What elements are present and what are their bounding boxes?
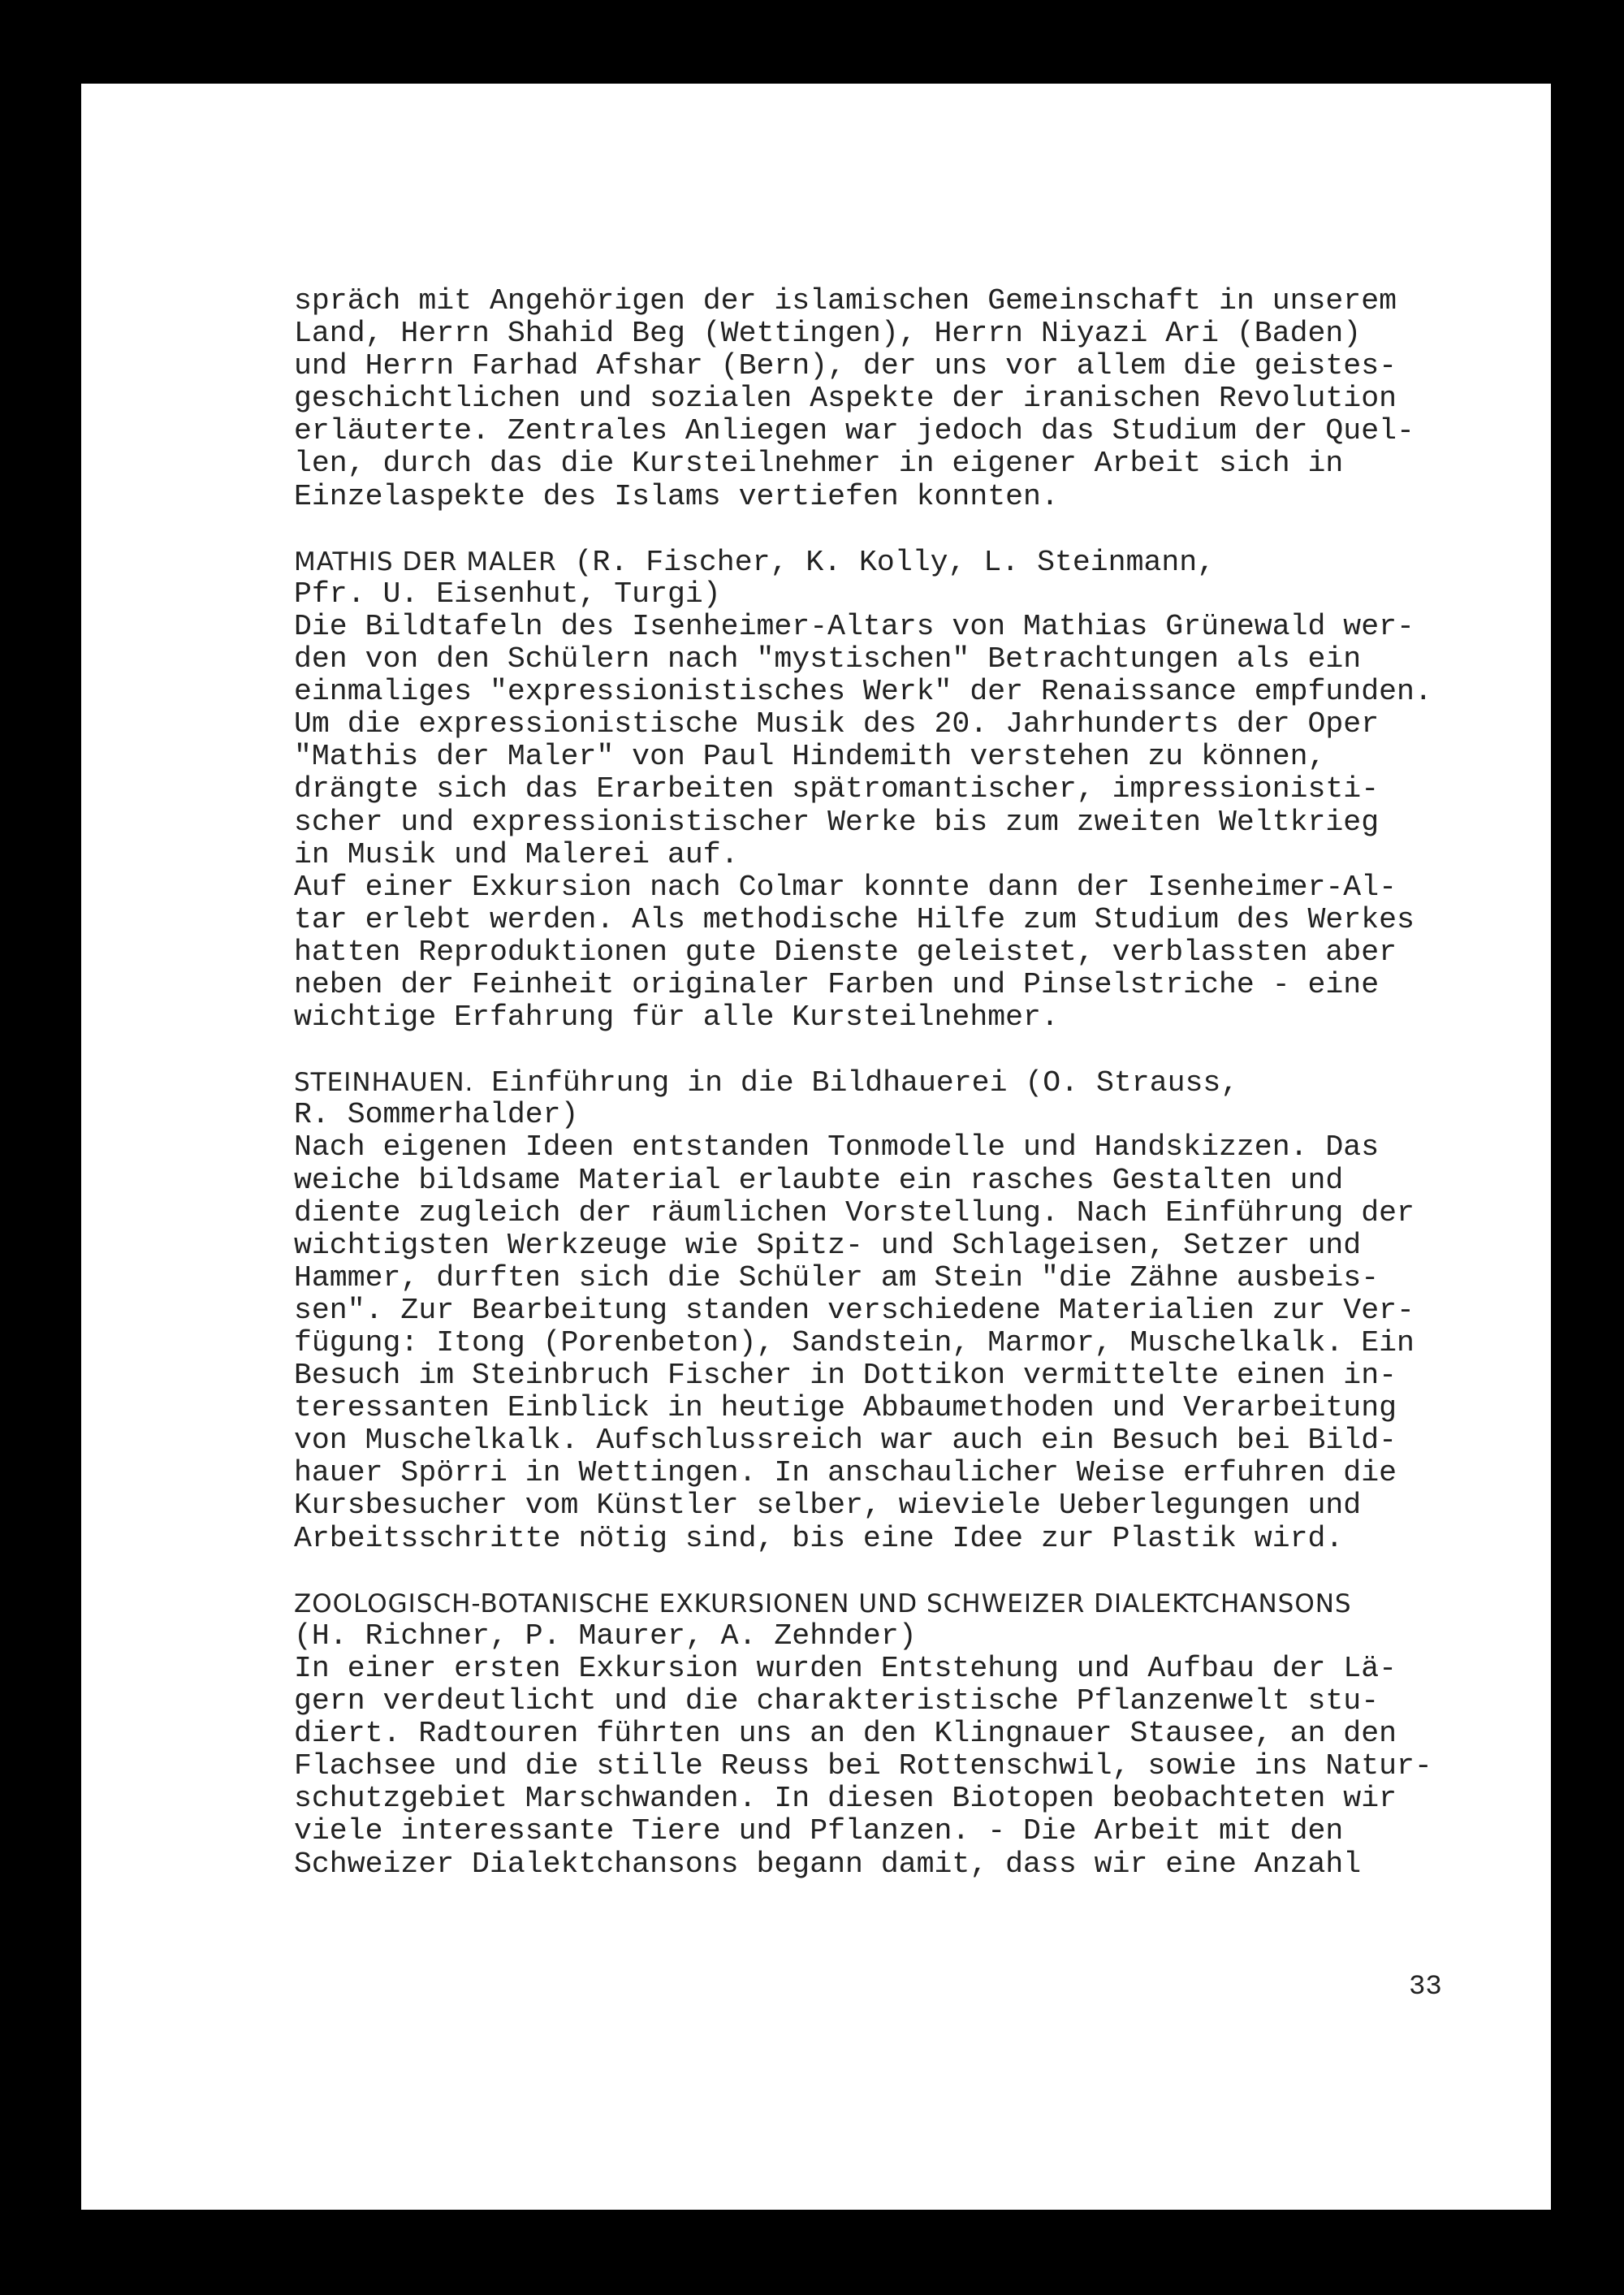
text-line: einmaliges "expressionistisches Werk" der Renaissance empfunden.	[294, 675, 1432, 709]
text-line: teressanten Einblick in heutige Abbaumethoden und Verarbeitung	[294, 1391, 1397, 1425]
document-page	[81, 84, 1551, 2210]
text-line: den von den Schülern nach "mystischen" Betrachtungen als ein	[294, 642, 1362, 676]
text-line: (H. Richner, P. Maurer, A. Zehnder)	[294, 1619, 917, 1653]
text-line: Land, Herrn Shahid Beg (Wettingen), Herrn Niyazi Ari (Baden)	[294, 317, 1362, 351]
text-line: R. Sommerhalder)	[294, 1098, 579, 1132]
text-line: hauer Spörri in Wettingen. In anschaulicher Weise erfuhren die	[294, 1456, 1397, 1490]
section-mathis	[294, 546, 1553, 1034]
text-line: Einzelaspekte des Islams vertiefen konnten.	[294, 479, 1059, 513]
section-heading: ZOOLOGISCH-BOTANISCHE EXKURSIONEN UND SCHWEIZER DIALEKTCHANSONS	[294, 1588, 1352, 1619]
text-line: drängte sich das Erarbeiten spätromantischer, impressionisti-	[294, 772, 1380, 806]
section-heading: STEINHAUEN.	[294, 1068, 474, 1098]
text-line: von Muschelkalk. Aufschlussreich war auch ein Besuch bei Bild-	[294, 1424, 1397, 1458]
text-line: Um die expressionistische Musik des 20. Jahrhunderts der Oper	[294, 707, 1380, 741]
text-line: In einer ersten Exkursion wurden Entstehung und Aufbau der Lä-	[294, 1651, 1397, 1685]
text-line: tar erlebt werden. Als methodische Hilfe zum Studium des Werkes	[294, 902, 1415, 936]
section-steinhauen	[294, 1066, 1553, 1554]
text-line: fügung: Itong (Porenbeton), Sandstein, Marmor, Muschelkalk. Ein	[294, 1326, 1415, 1359]
text-line: wichtige Erfahrung für alle Kursteilnehmer.	[294, 1001, 1059, 1035]
text-line: und Herrn Farhad Afshar (Bern), der uns vor allem die geistes-	[294, 349, 1397, 383]
text-line: Die Bildtafeln des Isenheimer-Altars von Mathias Grünewald wer-	[294, 609, 1415, 643]
text-line: scher und expressionistischer Werke bis zum zweiten Weltkrieg	[294, 805, 1380, 839]
text-line: Arbeitsschritte nötig sind, bis eine Idee zur Plastik wird.	[294, 1521, 1344, 1555]
intro-paragraph	[294, 285, 1553, 513]
section-title-line	[294, 1588, 1553, 1620]
text-line: Kursbesucher vom Künstler selber, wieviele Ueberlegungen und	[294, 1489, 1362, 1523]
text-line: Schweizer Dialektchansons begann damit, dass wir eine Anzahl	[294, 1847, 1362, 1881]
text-line: Auf einer Exkursion nach Colmar konnte dann der Isenheimer-Al-	[294, 870, 1397, 904]
text-line: Flachsee und die stille Reuss bei Rottenschwil, sowie ins Natur-	[294, 1749, 1432, 1783]
text-line: geschichtlichen und sozialen Aspekte der iranischen Revolution	[294, 382, 1397, 416]
page-number: 33	[1409, 1972, 1442, 2003]
section-credits: (R. Fischer, K. Kolly, L. Steinmann,	[556, 545, 1216, 579]
text-line: diert. Radtouren führten uns an den Klingnauer Stausee, an den	[294, 1717, 1397, 1751]
text-line: erläuterte. Zentrales Anliegen war jedoch das Studium der Quel-	[294, 414, 1415, 448]
text-line: "Mathis der Maler" von Paul Hindemith verstehen zu können,	[294, 740, 1326, 774]
text-body	[294, 285, 1553, 1881]
text-line: schutzgebiet Marschwanden. In diesen Biotopen beobachteten wir	[294, 1782, 1397, 1816]
text-line: diente zugleich der räumlichen Vorstellung. Nach Einführung der	[294, 1195, 1415, 1230]
text-line: Pfr. U. Eisenhut, Turgi)	[294, 577, 721, 611]
text-line: wichtigsten Werkzeuge wie Spitz- und Schlageisen, Setzer und	[294, 1228, 1362, 1262]
text-line: neben der Feinheit originaler Farben und Pinselstriche - eine	[294, 967, 1380, 1001]
text-line: gern verdeutlicht und die charakteristische Pflanzenwelt stu-	[294, 1684, 1380, 1718]
text-line: Hammer, durften sich die Schüler am Stein "die Zähne ausbeis-	[294, 1260, 1380, 1294]
text-line: sen". Zur Bearbeitung standen verschiedene Materialien zur Ver-	[294, 1293, 1415, 1327]
section-title-line	[294, 1066, 1553, 1099]
section-zoologisch	[294, 1588, 1553, 1881]
text-line: spräch mit Angehörigen der islamischen Gemeinschaft in unserem	[294, 284, 1397, 318]
text-line: weiche bildsame Material erlaubte ein rasches Gestalten und	[294, 1163, 1344, 1197]
text-line: Besuch im Steinbruch Fischer in Dottikon vermittelte einen in-	[294, 1359, 1397, 1393]
text-line: Nach eigenen Ideen entstanden Tonmodelle und Handskizzen. Das	[294, 1130, 1380, 1165]
section-title-line	[294, 546, 1553, 578]
text-line: len, durch das die Kursteilnehmer in eigener Arbeit sich in	[294, 447, 1344, 481]
section-subtitle: Einführung in die Bildhauerei (O. Strauss,	[473, 1066, 1239, 1100]
section-heading: MATHIS DER MALER	[294, 547, 557, 577]
text-line: in Musik und Malerei auf.	[294, 837, 739, 871]
text-line: hatten Reproduktionen gute Dienste geleistet, verblassten aber	[294, 935, 1397, 969]
text-line: viele interessante Tiere und Pflanzen. - Die Arbeit mit den	[294, 1814, 1344, 1848]
